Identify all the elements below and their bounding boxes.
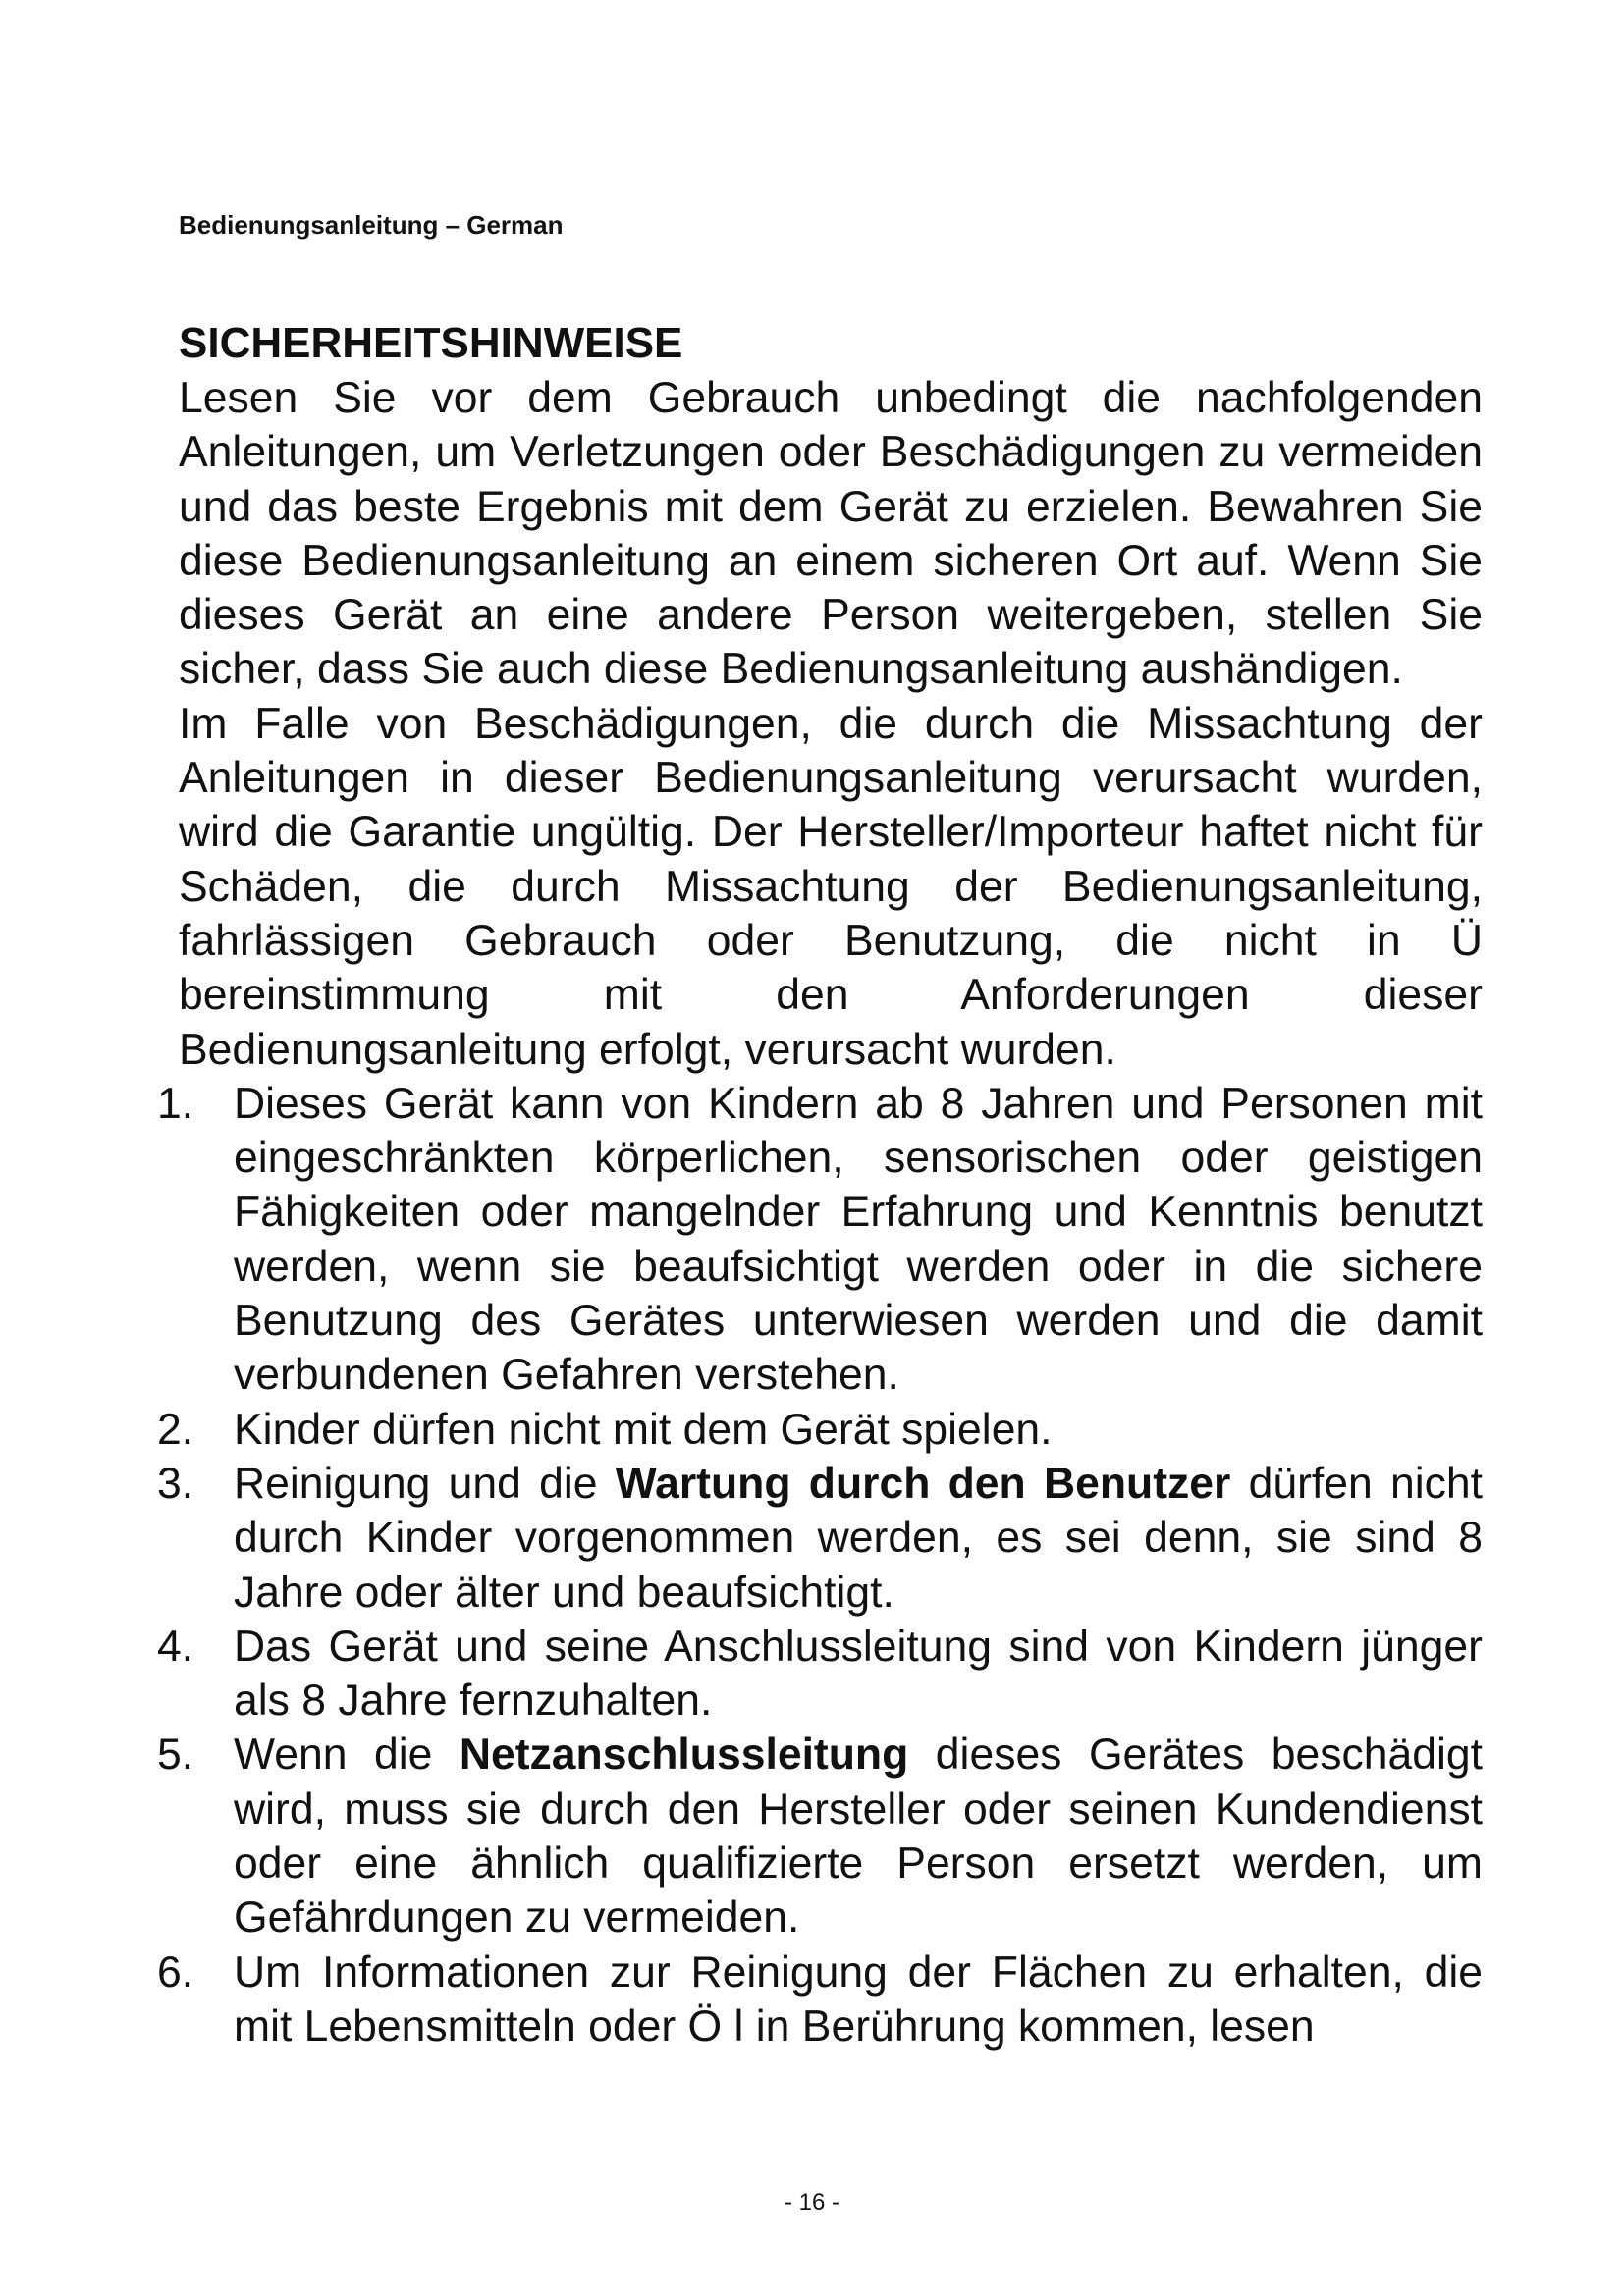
list-item-text: Wenn die [234,1731,460,1780]
list-item-emphasis: Netzanschlussleitung [459,1731,909,1780]
list-item [157,1077,1483,1403]
list-item-number: 3. [157,1459,194,1508]
page-header: Bedienungsanleitung – German [179,210,564,240]
list-item-text: Reinigung und die [234,1459,616,1508]
list-item [157,1946,1483,2055]
list-item-emphasis: Wartung durch den Benutzer [615,1459,1231,1508]
list-item [157,1403,1483,1457]
list-item-text-continued: dieses Gerätes beschädigt wird, muss sie durch den Hersteller oder seinen Kundendienst oder eine ähnlich qualifizierte Person ersetzt werden, um Gefährdungen zu vermeiden. [234,1731,1483,1943]
list-item-number: 2. [157,1405,194,1454]
document-body [157,316,1484,2054]
list-item [157,1457,1484,1620]
list-item [157,1728,1483,1945]
list-item-text: Kinder dürfen nicht mit dem Gerät spielen. [234,1405,1053,1454]
intro-paragraph-2: Im Falle von Beschädigungen, die durch die Missachtung der Anleitungen in dieser Bedienungsanleitung verursacht wurden, wird die Garantie ungültig. Der Hersteller/Importeur haftet nicht für Schäden, die durch Missachtung der Bedienungsanleitung, fahrlässigen Gebrauch oder Benutzung, die nicht in Ü bereinstimmung mit den Anforderungen dieser Bedienungsanleitung erfolgt, verursacht wurden. [179,699,1483,1074]
list-item-number: 6. [157,1948,194,1997]
list-item [157,1620,1483,1729]
list-item-text-continued: dürfen nicht durch Kinder vorgenommen werden, es sei denn, sie sind 8 Jahre oder älter und beaufsichtigt. [234,1459,1484,1617]
list-item-number: 4. [157,1622,194,1671]
list-item-text: Um Informationen zur Reinigung der Flächen zu erhalten, die mit Lebensmitteln oder Ö l in Berührung kommen, lesen [234,1948,1483,2051]
intro-paragraph-1: Lesen Sie vor dem Gebrauch unbedingt die nachfolgenden Anleitungen, um Verletzungen oder Beschädigungen zu vermeiden und das beste Ergebnis mit dem Gerät zu erzielen. Bewahren Sie diese Bedienungsanleitung an einem sicheren Ort auf. Wenn Sie dieses Gerät an eine andere Person weitergeben, stellen Sie sicher, dass Sie auch diese Bedienungsanleitung aushändigen. [179,374,1483,694]
list-item-number: 1. [157,1079,194,1128]
list-item-number: 5. [157,1731,194,1780]
list-item-text: Das Gerät und seine Anschlussleitung sind von Kindern jünger als 8 Jahre fernzuhalten. [234,1622,1483,1726]
list-item-text: Dieses Gerät kann von Kindern ab 8 Jahren und Personen mit eingeschränkten körperlichen, sensorischen oder geistigen Fähigkeiten oder mangelnder Erfahrung und Kenntnis benutzt werden, wenn sie beaufsichtigt werden oder in die sichere Benutzung des Gerätes unterwiesen werden und die damit verbundenen Gefahren verstehen. [234,1079,1483,1400]
section-title: SICHERHEITSHINWEISE [179,319,683,367]
safety-instructions-list [157,1077,1484,2054]
page-number: - 16 - [784,2189,839,2216]
